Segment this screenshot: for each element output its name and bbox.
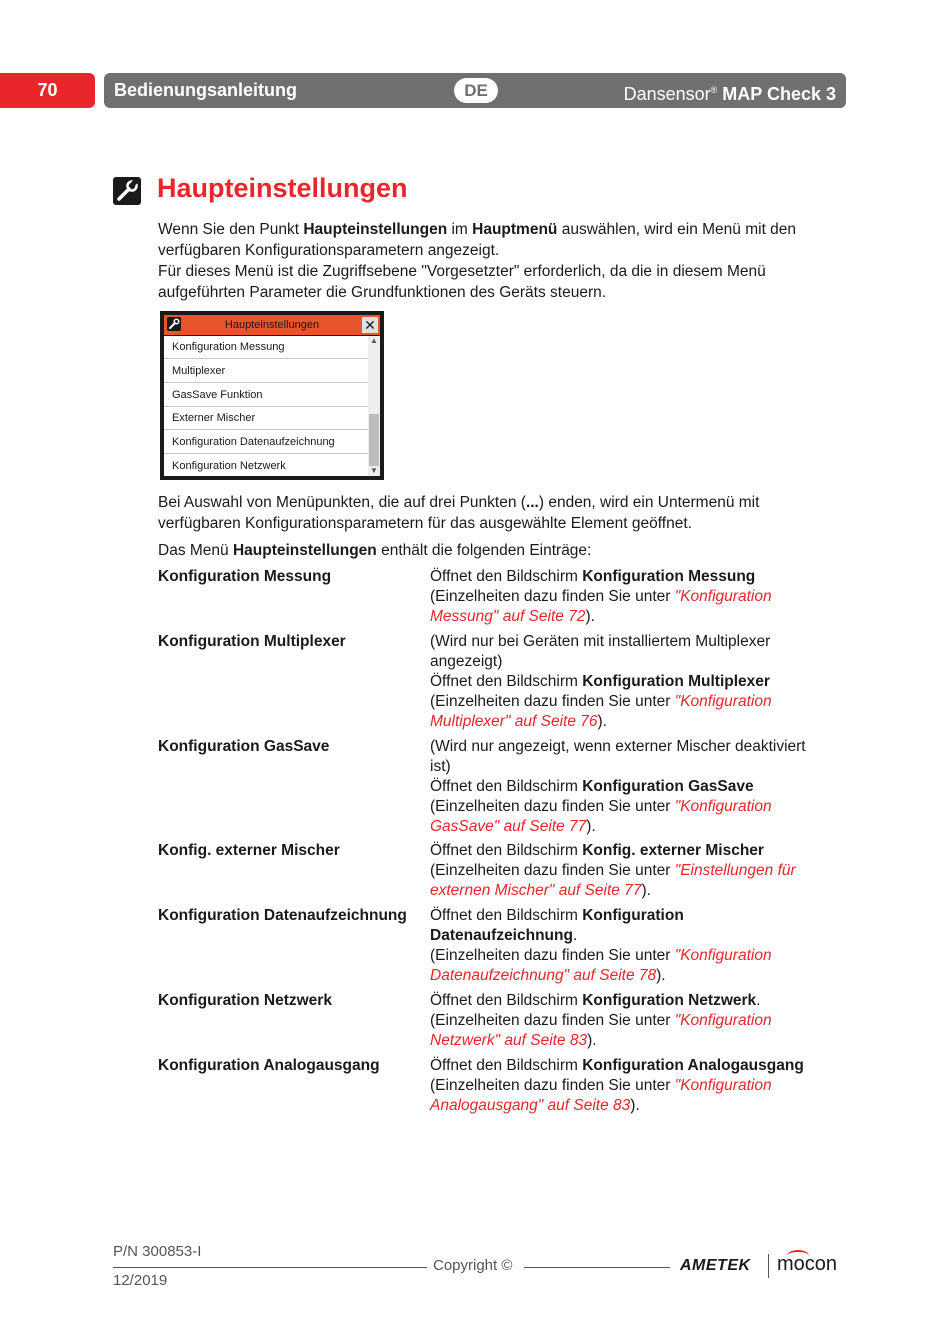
logo-separator [768,1254,769,1278]
language-badge: DE [454,78,498,103]
scrollbar-thumb[interactable] [369,414,379,466]
footer-divider [524,1267,670,1268]
wrench-icon [113,177,141,205]
device-screen [160,311,384,480]
mocon-logo: mocon [777,1253,838,1275]
entry-term: Konfiguration Analogausgang [158,1057,380,1074]
scroll-up-icon[interactable]: ▲ [370,336,378,345]
entry-description: Öffnet den Bildschirm Konfiguration Analogausgang (Einzelheiten dazu finden Sie unter "Konfiguration Analogausgang" auf Seite 83). [430,1057,804,1114]
section-title: Bedienungsanleitung [114,80,298,100]
entry-term: Konfiguration GasSave [158,738,330,755]
menu-item-externer-mischer[interactable]: Externer Mischer [164,407,368,430]
page-link[interactable]: "Konfiguration [674,1077,772,1094]
header-bar [104,73,846,108]
page-link[interactable]: Datenaufzeichnung" auf Seite 78 [430,967,657,984]
page-link[interactable]: "Einstellungen für [674,862,796,879]
page-link[interactable]: Messung" auf Seite 72 [430,608,586,625]
intro-line-1: Wenn Sie den Punkt Haupteinstellungen im Hauptmenü auswählen, wird ein Menü mit den [158,221,797,238]
part-number: P/N 300853-I [113,1243,202,1260]
entry-description: (Wird nur bei Geräten mit installiertem Multiplexer angezeigt) Öffnet den Bildschirm Konfiguration Multiplexer (Einzelheiten dazu finden Sie unter "Konfiguration Multiplexer" auf Seite 76). [430,633,772,730]
screen-menu-list [164,336,380,476]
scrollbar[interactable] [368,336,380,476]
entry-description: (Wird nur angezeigt, wenn externer Mischer deaktiviert ist) Öffnet den Bildschirm Konfiguration GasSave (Einzelheiten dazu finden Sie unter "Konfiguration GasSave" auf Seite 77). [430,738,806,835]
entry-term: Konfiguration Multiplexer [158,633,346,650]
page-link[interactable]: Analogausgang" auf Seite 83 [430,1097,631,1114]
page-link[interactable]: GasSave" auf Seite 77 [430,818,587,835]
entry-description: Öffnet den Bildschirm Konfiguration Datenaufzeichnung. (Einzelheiten dazu finden Sie unter "Konfiguration Datenaufzeichnung" auf Seite 78). [430,907,772,984]
page-link[interactable]: "Konfiguration [674,1012,772,1029]
intro-line-3: Für dieses Menü ist die Zugriffsebene "Vorgesetzter" erforderlich, da die in diesem Menü [158,263,766,280]
menu-item-gassave-funktion[interactable]: GasSave Funktion [164,384,368,407]
footer-date: 12/2019 [113,1272,168,1289]
menu-item-datenaufzeichnung[interactable]: Konfiguration Datenaufzeichnung [164,431,368,454]
menu-item-multiplexer[interactable]: Multiplexer [164,360,368,383]
entry-description: Öffnet den Bildschirm Konfiguration Netzwerk. (Einzelheiten dazu finden Sie unter "Konfiguration Netzwerk" auf Seite 83). [430,992,772,1049]
ametek-logo: AMETEK [680,1257,751,1274]
menu-item-netzwerk[interactable]: Konfiguration Netzwerk [172,460,286,472]
page-link[interactable]: "Konfiguration [674,947,772,964]
close-icon[interactable]: ✕ [362,317,378,333]
copyright: Copyright © [433,1257,513,1274]
page-link[interactable]: externen Mischer" auf Seite 77 [430,882,642,899]
page-link[interactable]: "Konfiguration [674,693,772,710]
entry-term: Konfiguration Datenaufzeichnung [158,907,407,924]
page-link[interactable]: Multiplexer" auf Seite 76 [430,713,598,730]
page-link[interactable]: Netzwerk" auf Seite 83 [430,1032,588,1049]
screen-header [164,315,380,335]
after-line-2: verfügbaren Konfigurationsparametern für das ausgewählte Element geöffnet. [158,515,692,532]
entry-term: Konfiguration Messung [158,568,332,585]
intro-line-4: aufgeführten Parameter die Grundfunktionen des Geräts steuern. [158,284,607,301]
page-link[interactable]: "Konfiguration [674,798,772,815]
after-line-3: Das Menü Haupteinstellungen enthält die folgenden Einträge: [158,542,592,559]
scroll-down-icon[interactable]: ▼ [370,466,378,475]
entry-term: Konfiguration Netzwerk [158,992,332,1009]
page-title: Haupteinstellungen [157,173,408,203]
after-line-1: Bei Auswahl von Menüpunkten, die auf drei Punkten (...) enden, wird ein Untermenü mit [158,494,760,511]
entry-description: Öffnet den Bildschirm Konfiguration Messung (Einzelheiten dazu finden Sie unter "Konfiguration Messung" auf Seite 72). [430,568,772,625]
entry-description: Öffnet den Bildschirm Konfig. externer Mischer (Einzelheiten dazu finden Sie unter "Einstellungen für externen Mischer" auf Seite 77). [430,842,796,899]
intro-line-2: verfügbaren Konfigurationsparametern angezeigt. [158,242,500,259]
page-number: 70 [0,73,95,108]
page-link[interactable]: "Konfiguration [674,588,772,605]
menu-item-konfiguration-messung[interactable]: Konfiguration Messung [164,336,368,359]
footer-divider [113,1267,427,1268]
screen-title: Haupteinstellungen [224,319,320,331]
entry-term: Konfig. externer Mischer [158,842,340,859]
product-name: Dansensor® MAP Check 3 [623,84,836,104]
